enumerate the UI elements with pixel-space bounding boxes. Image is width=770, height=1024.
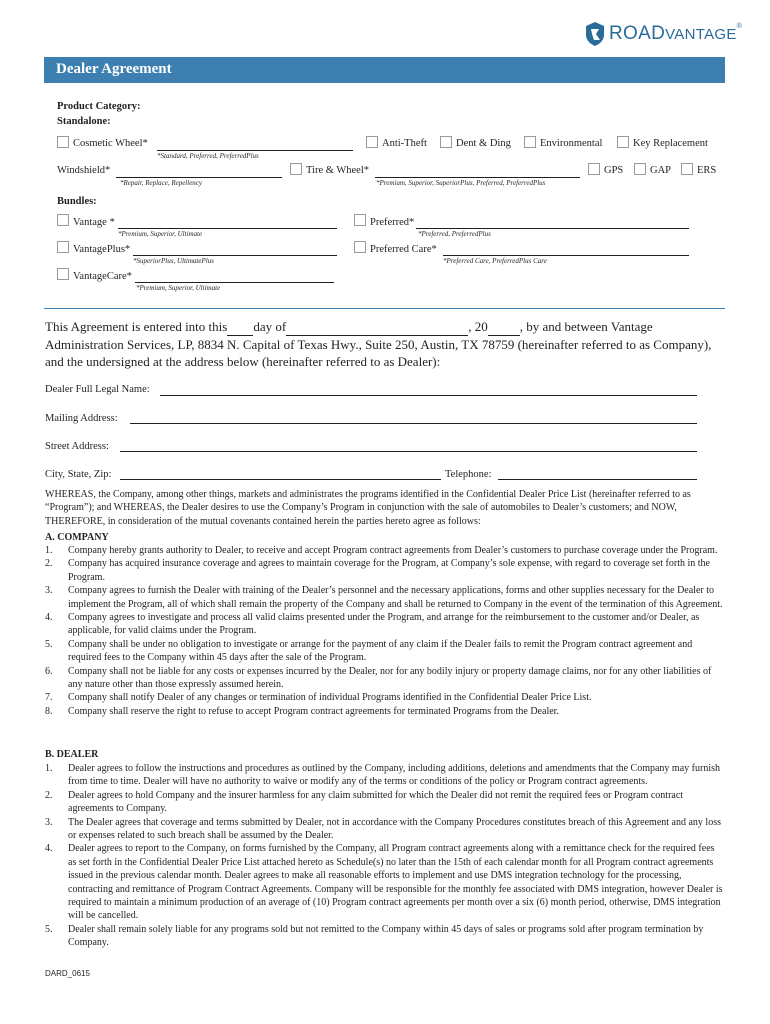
section-a-list <box>45 544 725 718</box>
preferred-care-label: Preferred Care* <box>370 244 437 255</box>
tire-wheel-label: Tire & Wheel* <box>306 165 369 176</box>
title-banner <box>44 57 725 83</box>
tire-wheel-checkbox[interactable] <box>290 163 302 175</box>
tire-wheel-sub: *Premium, Superior, SuperiorPlus, Preferred, PreferredPlus <box>376 179 546 187</box>
legal-name-label: Dealer Full Legal Name: <box>45 384 150 395</box>
list-item <box>45 638 725 665</box>
key-replacement-checkbox[interactable] <box>617 136 629 148</box>
list-item <box>45 665 725 692</box>
vantageplus-line[interactable] <box>133 255 337 256</box>
section-divider <box>44 308 725 309</box>
anti-theft-checkbox[interactable] <box>366 136 378 148</box>
list-item <box>45 789 725 816</box>
item-number: 1. <box>45 545 53 556</box>
section-b-heading: B. DEALER <box>45 749 99 760</box>
mailing-address-label: Mailing Address: <box>45 413 118 424</box>
item-number: 3. <box>45 816 53 828</box>
item-number: 7. <box>45 692 53 704</box>
city-state-zip-label: City, State, Zip: <box>45 469 112 480</box>
vantage-sub: *Premium, Superior, Ultimate <box>118 230 203 238</box>
vantageplus-checkbox[interactable] <box>57 241 69 253</box>
item-number: 5. <box>45 923 53 935</box>
item-number: 5. <box>45 638 53 650</box>
vantageplus-label: VantagePlus* <box>73 244 131 255</box>
item-text: Company shall not be liable for any costs or expenses incurred by the Dealer, nor for any bodily injury or property damage claims, nor for any other liabilities of any nature other than those expressly assumed herein. <box>68 665 712 691</box>
vantagecare-checkbox[interactable] <box>57 268 69 280</box>
mailing-address-field[interactable] <box>130 423 697 424</box>
item-text: Company has acquired insurance coverage and agrees to maintain coverage for the Program, at Company’s sole expense, with regard to coverage set forth in the Program. <box>68 558 710 583</box>
item-number: 1. <box>45 763 53 774</box>
item-number: 8. <box>45 705 53 717</box>
telephone-field[interactable] <box>498 479 697 480</box>
ers-checkbox[interactable] <box>681 163 693 175</box>
preferred-care-checkbox[interactable] <box>354 241 366 253</box>
bundles-label: Bundles: <box>57 196 97 207</box>
standalone-label: Standalone: <box>57 116 111 127</box>
gps-checkbox[interactable] <box>588 163 600 175</box>
city-state-zip-field[interactable] <box>120 479 441 480</box>
list-item <box>45 842 725 922</box>
whereas-paragraph: WHEREAS, the Company, among other things, markets and administrates the programs identified in the Confidential Dealer Price List (hereinafter referred to as “Program”); and WHEREAS, the Dealer desires to use the Company’s Program in conjunction with the sale of automobiles to Dealer’s customers; and NOW, THEREFORE, in consideration of the mutual covenants contained herein the parties hereto agree as follows: <box>45 489 691 527</box>
item-text: Dealer agrees to follow the instructions and procedures as outlined by the Company, including additions, deletions and amendments that the Company may furnish from time to time. Dealer will have no authority to waive or modify any of the terms or conditions of the policy or Program contract agreements. <box>68 763 720 788</box>
item-text: Company shall reserve the right to refuse to accept Program contract agreements for terminated Programs from the Dealer. <box>68 705 559 717</box>
item-text: Company agrees to investigate and process all valid claims presented under the Program, and arrange for the reimbursement to the customer and/or Dealer, as applicable, for valid claims under the Program. <box>68 612 700 637</box>
page-title: Dealer Agreement <box>56 61 172 77</box>
list-item <box>45 544 725 557</box>
street-address-label: Street Address: <box>45 441 109 452</box>
item-number: 3. <box>45 585 53 597</box>
product-category-label: Product Category: <box>57 101 141 112</box>
shield-logo-icon <box>585 21 605 47</box>
roadvantage-logo <box>585 18 742 50</box>
list-item <box>45 923 725 950</box>
gap-label: GAP <box>650 165 672 176</box>
key-replacement-label: Key Replacement <box>633 138 708 149</box>
gps-label: GPS <box>604 165 624 176</box>
preferred-label: Preferred* <box>370 217 415 228</box>
vantagecare-label: VantageCare* <box>73 271 132 282</box>
list-item <box>45 705 725 718</box>
item-number: 2. <box>45 558 53 570</box>
form-code: DARD_0615 <box>45 969 90 978</box>
list-item <box>45 584 725 611</box>
cosmetic-wheel-checkbox[interactable] <box>57 136 69 148</box>
vantage-line[interactable] <box>118 228 337 229</box>
item-number: 2. <box>45 789 53 801</box>
vantagecare-sub: *Premium, Superior, Ultimate <box>136 284 221 292</box>
item-text: Company hereby grants authority to Dealer, to receive and accept Program contract agreements from Dealer’s customers to purchase coverage under the Program. <box>68 545 718 556</box>
list-item <box>45 691 725 704</box>
section-b-list <box>45 762 725 950</box>
preferred-care-line[interactable] <box>443 255 689 256</box>
cosmetic-wheel-label: Cosmetic Wheel* <box>73 138 148 149</box>
windshield-line[interactable] <box>116 177 282 178</box>
environmental-checkbox[interactable] <box>524 136 536 148</box>
ers-label: ERS <box>697 165 717 176</box>
dent-ding-label: Dent & Ding <box>456 138 511 149</box>
item-number: 4. <box>45 843 53 855</box>
item-number: 4. <box>45 612 53 624</box>
item-number: 6. <box>45 665 53 677</box>
preferred-checkbox[interactable] <box>354 214 366 226</box>
tire-wheel-line[interactable] <box>375 177 580 178</box>
preferred-sub: *Preferred, PreferredPlus <box>418 230 491 238</box>
item-text: Dealer agrees to hold Company and the insurer harmless for any claim submitted for which the Dealer did not remit the required fees or Program contract agreements to Company. <box>68 789 684 815</box>
vantage-label: Vantage * <box>73 217 115 228</box>
cosmetic-wheel-line[interactable] <box>157 150 353 151</box>
vantageplus-sub: *SuperiorPlus, UltimatePlus <box>133 257 214 265</box>
anti-theft-label: Anti-Theft <box>382 138 427 149</box>
list-item <box>45 611 725 638</box>
day-blank[interactable] <box>227 318 253 336</box>
year-blank[interactable] <box>488 318 520 336</box>
list-item <box>45 816 725 843</box>
windshield-label: Windshield* <box>57 165 111 176</box>
item-text: Company shall notify Dealer of any changes or termination of individual Programs identified in the Confidential Dealer Price List. <box>68 692 592 704</box>
section-a-heading: A. COMPANY <box>45 532 109 543</box>
item-text: Dealer shall remain solely liable for any programs sold but not remitted to the Company within 45 days of sales or programs sold after program termination by Company. <box>68 923 704 949</box>
gap-checkbox[interactable] <box>634 163 646 175</box>
legal-name-field[interactable] <box>160 395 697 396</box>
item-text: The Dealer agrees that coverage and terms submitted by Dealer, not in accordance with the Company Procedures constitutes breach of this Agreement and any loss or expenses related to such breach shall be assumed by the Dealer. <box>68 816 721 842</box>
item-text: Dealer agrees to report to the Company, on forms furnished by the Company, all Program contract agreements along with a remittance check for the required fees as set forth in the Confidential Dealer Price List attached hereto as Schedule(s) no later than the 15th of each calendar month for all Program contract agreements issued in the previous calendar month. Dealer agrees to make all reasonable efforts to implement and use DMS integration technology for the processing, contracting and remittance of Program Contract Agreements. Company will be responsible for the monthly fee associated with DMS integration, however Dealer is required to maintain a minimum production of an average of (10) Program contract agreements per month over a six (6) month period, otherwise, DMS integration will be cancelled. <box>68 843 723 922</box>
month-blank[interactable] <box>286 318 468 336</box>
item-text: Company agrees to furnish the Dealer with training of the Dealer’s personnel and the necessary applications, forms and other supplies necessary for the Dealer to implement the Program, all of which shall remain the property of the Company and shall be returned to Company in the event of the termination of this Agreement. <box>68 585 723 610</box>
windshield-sub: *Repair, Replace, Repellency <box>120 179 203 187</box>
list-item <box>45 557 725 584</box>
vantagecare-line[interactable] <box>135 282 334 283</box>
brand-name: ROADVANTAGE® <box>609 23 743 44</box>
cosmetic-wheel-sub: *Standard, Preferred, PreferredPlus <box>157 152 259 160</box>
telephone-label: Telephone: <box>445 469 492 480</box>
dent-ding-checkbox[interactable] <box>440 136 452 148</box>
item-text: Company shall be under no obligation to investigate or arrange for the payment of any claim if the Dealer fails to remit the Program contract agreement and required fees to the Company within 45 days after the sale of the Program. <box>68 638 693 664</box>
environmental-label: Environmental <box>540 138 603 149</box>
vantage-checkbox[interactable] <box>57 214 69 226</box>
list-item <box>45 762 725 789</box>
street-address-field[interactable] <box>120 451 697 452</box>
preferred-care-sub: *Preferred Care, PreferredPlus Care <box>443 257 547 265</box>
preferred-line[interactable] <box>416 228 689 229</box>
intro-paragraph: This Agreement is entered into this day of , 20 , by and between Vantage Administration Services, LP, 8834 N. Capital of Texas Hwy., Suite 250, Austin, TX 78759 (hereinafter referred to as Company), and the undersigned at the address below (hereinafter referred to as Dealer): <box>45 319 712 369</box>
